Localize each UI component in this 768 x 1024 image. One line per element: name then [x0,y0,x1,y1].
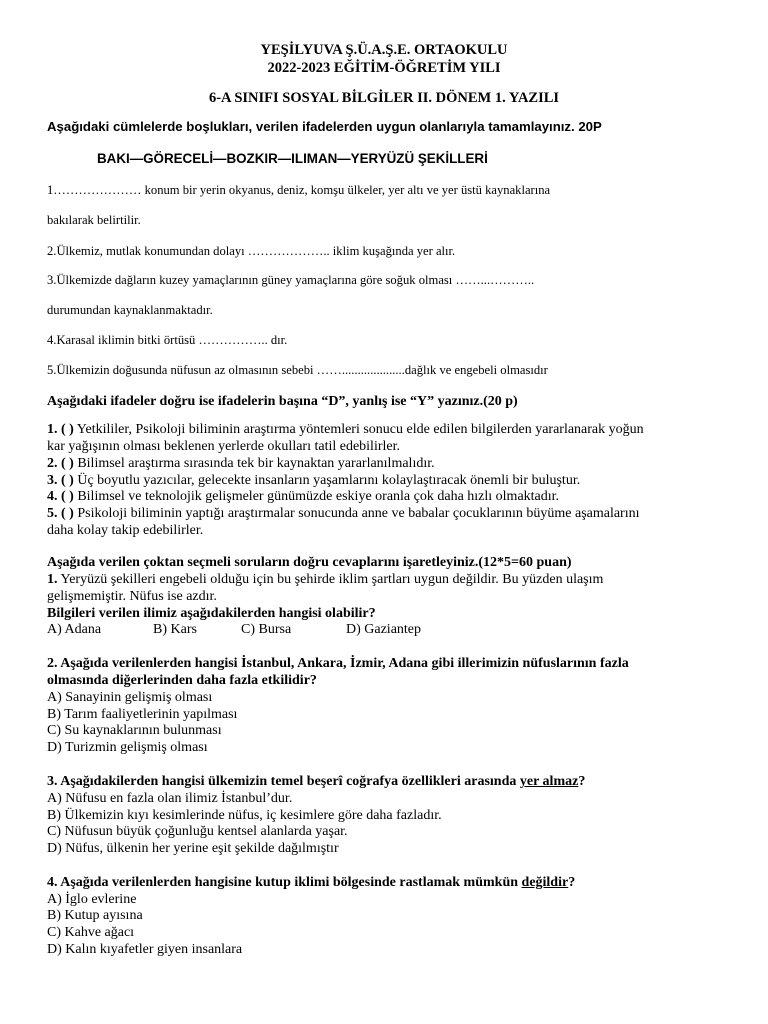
tf-item-3 [47,472,580,489]
fill-item-1: 1………………… konum bir yerin okyanus, deniz, komşu ülkeler, yer altı ve yer üstü kaynaklarına [47,183,551,197]
tf-item-5 [47,505,640,522]
mc-q1-num: 1. [47,572,58,587]
mc-q2-option-b[interactable]: B) Tarım faaliyetlerinin yapılması [47,707,238,722]
tf-text: kar yağışının olması beklenen yerlerde okulları tatil edebilirler. [47,439,400,454]
mc-q2-option-a[interactable]: A) Sanayinin gelişmiş olması [47,690,213,705]
mc-q3-text: 3. Aşağıdakilerden hangisi ülkemizin temel beşerî coğrafya özellikleri arasında [47,774,520,789]
tf-item-5-cont [47,522,203,539]
mc-q3-question [47,773,585,790]
mc-q1-option-c[interactable]: C) Bursa [241,622,292,637]
fill-item-2: 2.Ülkemiz, mutlak konumundan dolayı ……………….. iklim kuşağında yer alır. [47,244,456,258]
mc-q1-line2: gelişmemiştir. Nüfus ise azdır. [47,589,217,604]
tf-item-2 [47,455,435,472]
mc-q4-text: 4. Aşağıda verilenlerden hangisine kutup iklimi bölgesinde rastlamak mümkün [47,875,522,890]
fill-item-3: 3.Ülkemizde dağların kuzey yamaçlarının güney yamaçlarına göre soğuk olması ……...……….. [47,273,535,287]
mc-q4-question [47,874,575,891]
tf-text: daha kolay takip edebilirler. [47,523,204,538]
tf-item-4 [47,488,559,505]
mc-q4-mark: ? [568,875,576,890]
section3-instruction: Aşağıda verilen çoktan seçmeli soruların doğru cevaplarını işaretleyiniz.(12*5=60 puan) [47,555,572,570]
mc-q1-text: Yeryüzü şekilleri engebeli olduğu için bu şehirde iklim şartları uygun değildir. Bu yüzden ulaşım [57,572,604,587]
word-bank: BAKI—GÖRECELİ—BOZKIR—ILIMAN—YERYÜZÜ ŞEKİLLERİ [97,151,488,166]
fill-item-1-cont: bakılarak belirtilir. [47,213,141,227]
tf-item-1 [47,421,644,438]
academic-year: 2022-2023 EĞİTİM-ÖĞRETİM YILI [267,60,501,76]
mc-q4-option-c[interactable]: C) Kahve ağacı [47,925,135,940]
mc-q3-option-b[interactable]: B) Ülkemizin kıyı kesimlerinde nüfus, iç kesimlere göre daha fazladır. [47,808,442,823]
tf-num: 1. ( ) [47,422,74,437]
tf-text: Üç boyutlu yazıcılar, gelecekte insanların yaşamlarını kolaylaştıracak önemli bir buluştur. [73,473,581,488]
mc-q1-question: Bilgileri verilen ilimiz aşağıdakilerden hangisi olabilir? [47,606,376,621]
mc-q1-line1 [47,571,603,588]
mc-q2-line1: 2. Aşağıda verilenlerden hangisi İstanbul, Ankara, İzmir, Adana gibi illerimizin nüfuslarının fazla [47,656,629,671]
mc-q3-mark: ? [578,774,586,789]
tf-num: 4. ( ) [47,489,74,504]
tf-num: 5. ( ) [47,506,74,521]
tf-num: 2. ( ) [47,456,74,471]
mc-q3-option-a[interactable]: A) Nüfusu en fazla olan ilimiz İstanbul’dur. [47,791,293,806]
fill-item-4: 4.Karasal iklimin bitki örtüsü …………….. dır. [47,333,288,347]
mc-q4-option-d[interactable]: D) Kalın kıyafetler giyen insanlara [47,942,243,957]
mc-q1-option-b[interactable]: B) Kars [153,622,197,637]
fill-item-3-cont: durumundan kaynaklanmaktadır. [47,303,213,317]
section2-instruction: Aşağıdaki ifadeler doğru ise ifadelerin başına “D”, yanlış ise “Y” yazınız.(20 p) [47,394,518,409]
tf-num: 3. ( ) [47,473,74,488]
mc-q2-option-c[interactable]: C) Su kaynaklarının bulunması [47,723,222,738]
mc-q1-option-d[interactable]: D) Gaziantep [346,622,422,637]
tf-item-1-cont [47,438,400,455]
mc-q2-option-d[interactable]: D) Turizmin gelişmiş olması [47,740,208,755]
mc-q4-emphasis: değildir [521,875,569,890]
fill-item-5: 5.Ülkemizin doğusunda nüfusun az olmasının sebebi ……....................dağlık ve engebeli olmasıdır [47,363,548,377]
mc-q4-option-b[interactable]: B) Kutup ayısına [47,908,143,923]
mc-q1-option-a[interactable]: A) Adana [47,622,102,637]
mc-q2-line2: olmasında diğerlerinden daha fazla etkilidir? [47,673,317,688]
school-name: YEŞİLYUVA Ş.Ü.A.Ş.E. ORTAOKULU [260,42,508,58]
tf-text: Bilimsel araştırma sırasında tek bir kaynaktan yararlanılmalıdır. [73,456,435,471]
mc-q3-option-d[interactable]: D) Nüfus, ülkenin her yerine eşit şekilde dağılmıştır [47,841,339,856]
tf-text: Psikoloji biliminin yaptığı araştırmalar sonucunda anne ve babalar çocuklarının büyüme aşamalarını [73,506,640,521]
exam-title: 6-A SINIFI SOSYAL BİLGİLER II. DÖNEM 1. YAZILI [208,90,560,106]
tf-text: Bilimsel ve teknolojik gelişmeler günümüzde eskiye oranla çok daha hızlı olmaktadır. [73,489,560,504]
mc-q3-emphasis: yer almaz [519,774,579,789]
section1-instruction: Aşağıdaki cümlelerde boşlukları, verilen ifadelerden uygun olanlarıyla tamamlayınız. 20P [47,119,602,134]
tf-text: Yetkililer, Psikoloji biliminin araştırma yöntemleri sonucu elde edilen bilgilerden yararlanarak yoğun [73,422,644,437]
mc-q3-option-c[interactable]: C) Nüfusun büyük çoğunluğu kentsel alanlarda yaşar. [47,824,348,839]
mc-q4-option-a[interactable]: A) İglo evlerine [47,892,137,907]
